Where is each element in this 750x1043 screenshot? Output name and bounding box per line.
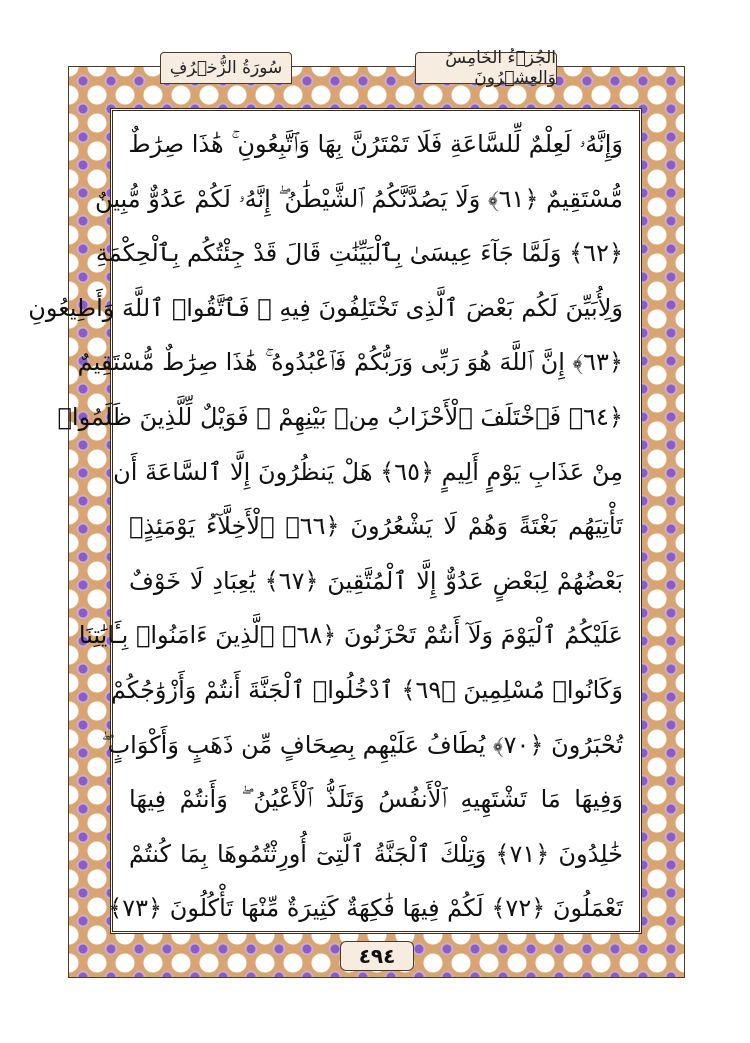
text-line: تَعْمَلُونَ ﴿٧٢﴾ لَكُمْ فِيهَا فَٰكِهَةٌ كَثِيرَةٌ مِّنْهَا تَأْكُلُونَ ﴿٧٣﴾ xyxy=(108,894,623,923)
text-line: عَلَيْكُمُ ٱلْيَوْمَ وَلَآ أَنتُمْ تَحْزَنُونَ ﴿٦٨﴾ ٱلَّذِينَ ءَامَنُوا۟ بِـَٔايَٰتِنَا xyxy=(78,621,623,650)
text-line: مِنْ عَذَابِ يَوْمٍ أَلِيمٍ ﴿٦٥﴾ هَلْ يَنظُرُونَ إِلَّا ٱلسَّاعَةَ أَن xyxy=(113,457,623,486)
text-line: ﴿٦٣﴾ إِنَّ ٱللَّهَ هُوَ رَبِّى وَرَبُّكُمْ فَٱعْبُدُوهُ ۚ هَٰذَا صِرَٰطٌ مُّسْتَقِيمٌ xyxy=(77,348,623,377)
text-line: بَعْضُهُمْ لِبَعْضٍ عَدُوٌّ إِلَّا ٱلْمُتَّقِينَ ﴿٦٧﴾ يَٰعِبَادِ لَا خَوْفٌ xyxy=(129,566,624,595)
text-line: تُحْبَرُونَ ﴿٧٠﴾ يُطَافُ عَلَيْهِم بِصِحَافٍ مِّن ذَهَبٍ وَأَكْوَابٍ ۖ xyxy=(101,730,623,759)
page-number: ٤٩٤ xyxy=(340,941,414,971)
verse-lines xyxy=(28,117,624,936)
text-line: مُّسْتَقِيمٌ ﴿٦١﴾ وَلَا يَصُدَّنَّكُمُ ٱلشَّيْطَٰنُ ۖ إِنَّهُۥ لَكُمْ عَدُوٌّ مُّبِينٌ xyxy=(95,184,623,213)
text-line: وَإِنَّهُۥ لَعِلْمٌ لِّلسَّاعَةِ فَلَا تَمْتَرُنَّ بِهَا وَٱتَّبِعُونِ ۚ هَٰذَا صِرَٰطٌ xyxy=(128,130,623,158)
text-line: ﴿٦٤﴾ فَٱخْتَلَفَ ٱلْأَحْزَابُ مِنۢ بَيْنِهِمْ ۖ فَوَيْلٌ لِّلَّذِينَ ظَلَمُوا۟ xyxy=(57,402,623,431)
text-line: ﴿٦٢﴾ وَلَمَّا جَآءَ عِيسَىٰ بِٱلْبَيِّنَٰتِ قَالَ قَدْ جِئْتُكُم بِٱلْحِكْمَةِ xyxy=(95,239,623,268)
juz-name: الجُزۡءُ الخَامِسُ وَالعِشۡرُونَ xyxy=(415,52,557,84)
text-line: وَلِأُبَيِّنَ لَكُم بَعْضَ ٱلَّذِى تَخْتَلِفُونَ فِيهِ ۖ فَٱتَّقُوا۟ ٱللَّهَ وَأَطِيعُونِ xyxy=(28,293,623,322)
text-line: خَٰلِدُونَ ﴿٧١﴾ وَتِلْكَ ٱلْجَنَّةُ ٱلَّتِىٓ أُورِثْتُمُوهَا بِمَا كُنتُمْ xyxy=(129,839,623,868)
text-line: تَأْتِيَهُم بَغْتَةً وَهُمْ لَا يَشْعُرُونَ ﴿٦٦﴾ ٱلْأَخِلَّآءُ يَوْمَئِذٍۭ xyxy=(129,512,623,541)
surah-name: سُورَةُ الزُّخۡرُفِ xyxy=(160,52,292,84)
text-line: وَفِيهَا مَا تَشْتَهِيهِ ٱلْأَنفُسُ وَتَلَذُّ ٱلْأَعْيُنُ ۖ وَأَنتُمْ فِيهَا xyxy=(129,785,623,814)
text-area xyxy=(28,108,642,934)
text-line: وَكَانُوا۟ مُسْلِمِينَ ﴿٦٩﴾ ٱدْخُلُوا۟ ٱلْجَنَّةَ أَنتُمْ وَأَزْوَٰجُكُمْ xyxy=(110,675,623,704)
